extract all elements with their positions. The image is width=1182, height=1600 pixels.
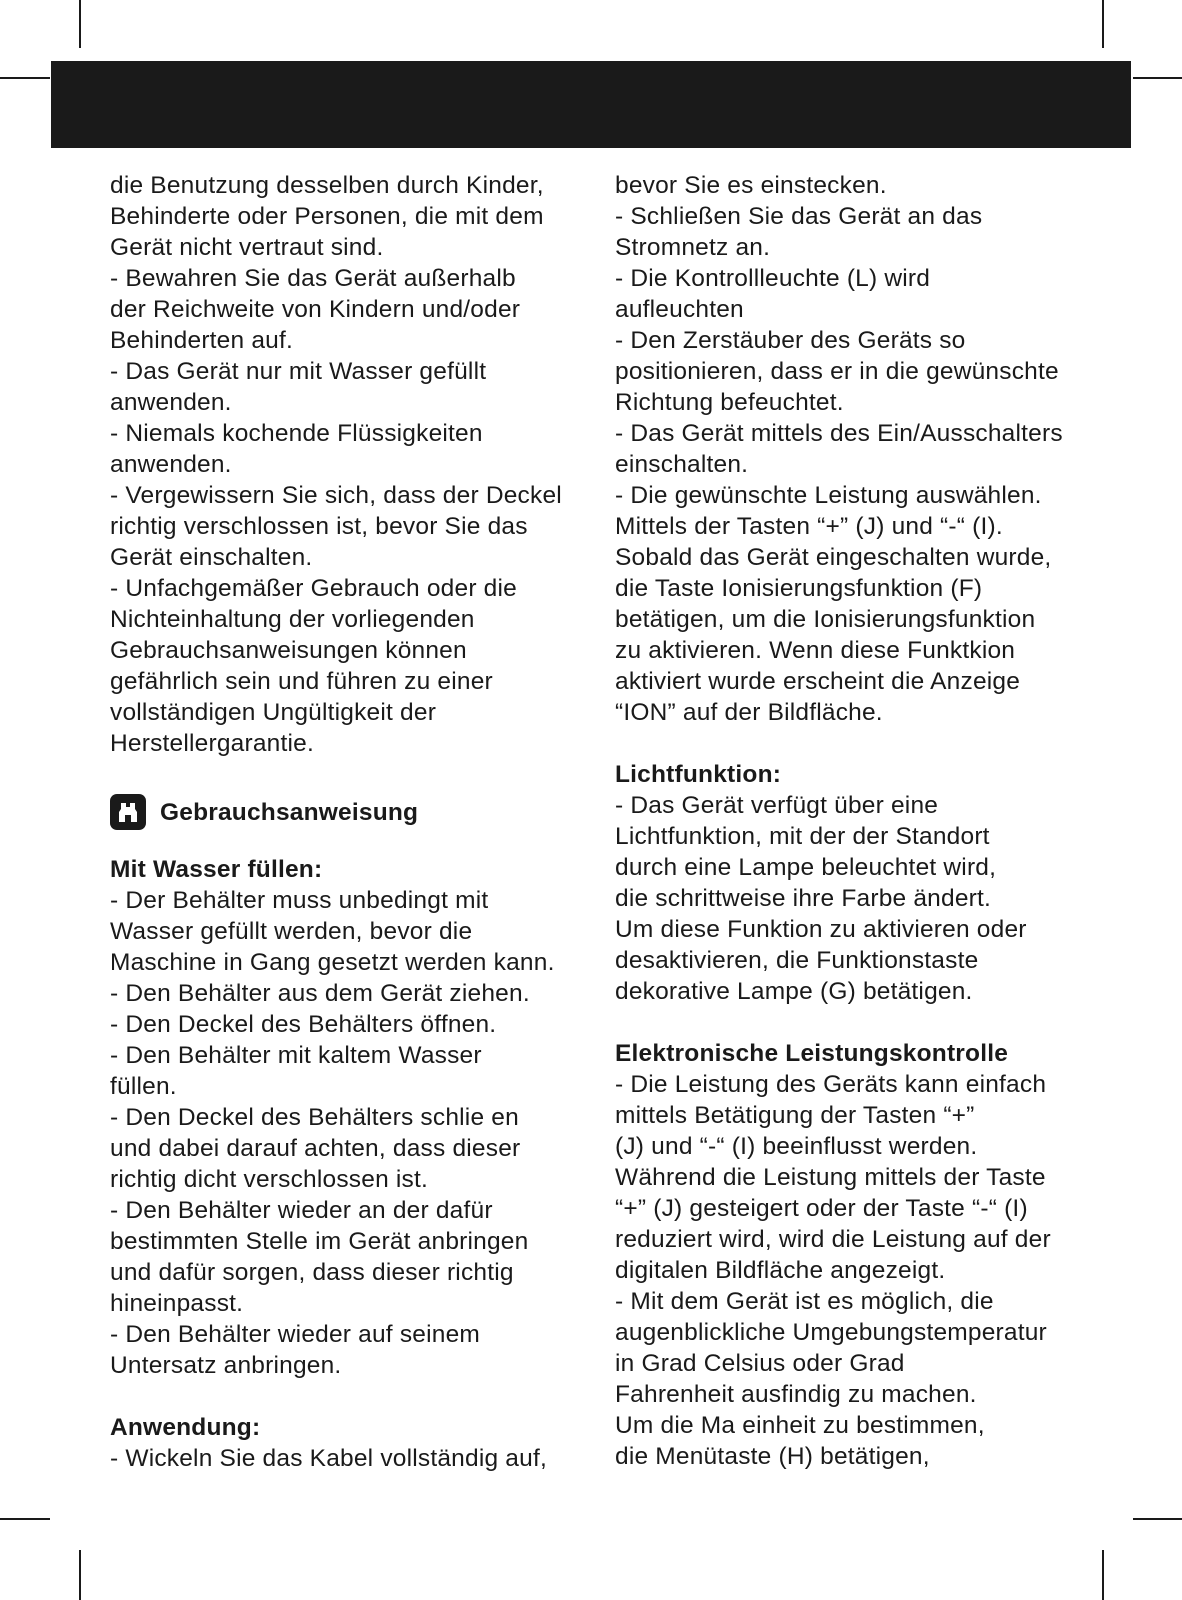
text-line: die schrittweise ihre Farbe ändert.	[615, 885, 992, 912]
text-line: Nichteinhaltung der vorliegenden	[110, 606, 475, 633]
text-line: vollständigen Ungültigkeit der	[110, 699, 437, 726]
text-line: Behinderte oder Personen, die mit dem	[110, 203, 544, 230]
text-line: Behinderten auf.	[110, 327, 294, 354]
text-line: anwenden.	[110, 389, 232, 416]
instructions-icon	[110, 794, 146, 830]
text-line: zu aktivieren. Wenn diese Funktkion	[615, 637, 1016, 664]
text-line: Wasser gefüllt werden, bevor die	[110, 918, 473, 945]
text-line: die Benutzung desselben durch Kinder,	[110, 172, 544, 199]
text-line: - Die gewünschte Leistung auswählen.	[615, 482, 1042, 509]
text-line: Mittels der Tasten “+” (J) und “-“ (I).	[615, 513, 1003, 540]
use-instructions-continued	[615, 170, 1095, 728]
text-line: betätigen, um die Ionisierungsfunktion	[615, 606, 1036, 633]
text-line: “+” (J) gesteigert oder der Taste “-“ (I)	[615, 1195, 1028, 1222]
text-line: mittels Betätigung der Tasten “+”	[615, 1102, 975, 1129]
crop-mark	[0, 1518, 50, 1520]
text-line: in Grad Celsius oder Grad	[615, 1350, 905, 1377]
text-line: Herstellergarantie.	[110, 730, 314, 757]
text-line: - Den Behälter aus dem Gerät ziehen.	[110, 980, 530, 1007]
text-line: Fahrenheit ausfindig zu machen.	[615, 1381, 977, 1408]
text-line: - Der Behälter muss unbedingt mit	[110, 887, 489, 914]
text-line: - Den Deckel des Behälters öffnen.	[110, 1011, 497, 1038]
text-line: Maschine in Gang gesetzt werden kann.	[110, 949, 555, 976]
text-line: Während die Leistung mittels der Taste	[615, 1164, 1046, 1191]
text-line: - Den Zerstäuber des Geräts so	[615, 327, 966, 354]
text-line: - Den Behälter wieder an der dafür	[110, 1197, 493, 1224]
crop-mark	[0, 77, 50, 79]
fill-heading: Mit Wasser füllen:	[110, 856, 323, 883]
text-line: - Wickeln Sie das Kabel vollständig auf,	[110, 1445, 547, 1472]
section-title: Gebrauchsanweisung	[160, 798, 419, 826]
power-instructions	[615, 1069, 1095, 1472]
crop-mark	[79, 0, 81, 48]
text-line: augenblickliche Umgebungstemperatur	[615, 1319, 1047, 1346]
text-line: “ION” auf der Bildfläche.	[615, 699, 883, 726]
text-line: dekorative Lampe (G) betätigen.	[615, 978, 973, 1005]
text-line: - Die Kontrollleuchte (L) wird	[615, 265, 931, 292]
text-line: aufleuchten	[615, 296, 744, 323]
text-line: Um die Ma einheit zu bestimmen,	[615, 1412, 985, 1439]
text-line: bevor Sie es einstecken.	[615, 172, 887, 199]
text-line: richtig dicht verschlossen ist.	[110, 1166, 429, 1193]
text-line: die Taste Ionisierungsfunktion (F)	[615, 575, 983, 602]
text-line: Richtung befeuchtet.	[615, 389, 844, 416]
text-line: der Reichweite von Kindern und/oder	[110, 296, 521, 323]
text-line: - Schließen Sie das Gerät an das	[615, 203, 983, 230]
text-line: Lichtfunktion, mit der der Standort	[615, 823, 990, 850]
text-line: Untersatz anbringen.	[110, 1352, 342, 1379]
text-line: aktiviert wurde erscheint die Anzeige	[615, 668, 1021, 695]
crop-mark	[1102, 1550, 1104, 1600]
text-line: die Menütaste (H) betätigen,	[615, 1443, 930, 1470]
fill-instructions	[110, 885, 580, 1381]
text-line: anwenden.	[110, 451, 232, 478]
text-line: - Vergewissern Sie sich, dass der Deckel	[110, 482, 562, 509]
text-line: desaktivieren, die Funktionstaste	[615, 947, 979, 974]
text-line: richtig verschlossen ist, bevor Sie das	[110, 513, 528, 540]
text-line: - Das Gerät mittels des Ein/Ausschalters	[615, 420, 1063, 447]
crop-mark	[79, 1550, 81, 1600]
use-heading: Anwendung:	[110, 1414, 261, 1441]
text-line: - Das Gerät nur mit Wasser gefüllt	[110, 358, 487, 385]
text-line: gefährlich sein und führen zu einer	[110, 668, 493, 695]
text-line: Stromnetz an.	[615, 234, 771, 261]
light-heading: Lichtfunktion:	[615, 761, 782, 788]
text-line: Gerät nicht vertraut sind.	[110, 234, 384, 261]
intro-text	[110, 170, 580, 759]
text-line: positionieren, dass er in die gewünschte	[615, 358, 1059, 385]
text-line: reduziert wird, wird die Leistung auf der	[615, 1226, 1051, 1253]
text-line: - Die Leistung des Geräts kann einfach	[615, 1071, 1047, 1098]
text-line: - Bewahren Sie das Gerät außerhalb	[110, 265, 516, 292]
text-line: - Den Behälter wieder auf seinem	[110, 1321, 480, 1348]
left-column	[110, 170, 580, 1474]
text-line: füllen.	[110, 1073, 177, 1100]
text-line: - Das Gerät verfügt über eine	[615, 792, 939, 819]
text-line: - Mit dem Gerät ist es möglich, die	[615, 1288, 994, 1315]
crop-mark	[1133, 1518, 1182, 1520]
section-header	[110, 790, 580, 834]
text-line: Gebrauchsanweisungen können	[110, 637, 467, 664]
text-line: einschalten.	[615, 451, 749, 478]
text-line: Gerät einschalten.	[110, 544, 313, 571]
text-line: - Den Deckel des Behälters schlie en	[110, 1104, 519, 1131]
use-instructions	[110, 1443, 580, 1474]
text-line: durch eine Lampe beleuchtet wird,	[615, 854, 997, 881]
crop-mark	[1133, 77, 1182, 79]
header-bar	[51, 61, 1131, 148]
text-line: (J) und “-“ (I) beeinflusst werden.	[615, 1133, 978, 1160]
text-line: Sobald das Gerät eingeschalten wurde,	[615, 544, 1052, 571]
text-line: und dabei darauf achten, dass dieser	[110, 1135, 521, 1162]
power-heading: Elektronische Leistungskontrolle	[615, 1040, 1009, 1067]
text-line: Um diese Funktion zu aktivieren oder	[615, 916, 1027, 943]
text-line: - Unfachgemäßer Gebrauch oder die	[110, 575, 517, 602]
text-line: hineinpasst.	[110, 1290, 244, 1317]
crop-mark	[1102, 0, 1104, 48]
text-line: und dafür sorgen, dass dieser richtig	[110, 1259, 514, 1286]
text-line: - Niemals kochende Flüssigkeiten	[110, 420, 483, 447]
right-column	[615, 170, 1095, 1472]
text-line: - Den Behälter mit kaltem Wasser	[110, 1042, 482, 1069]
text-line: digitalen Bildfläche angezeigt.	[615, 1257, 946, 1284]
light-instructions	[615, 790, 1095, 1007]
text-line: bestimmten Stelle im Gerät anbringen	[110, 1228, 529, 1255]
